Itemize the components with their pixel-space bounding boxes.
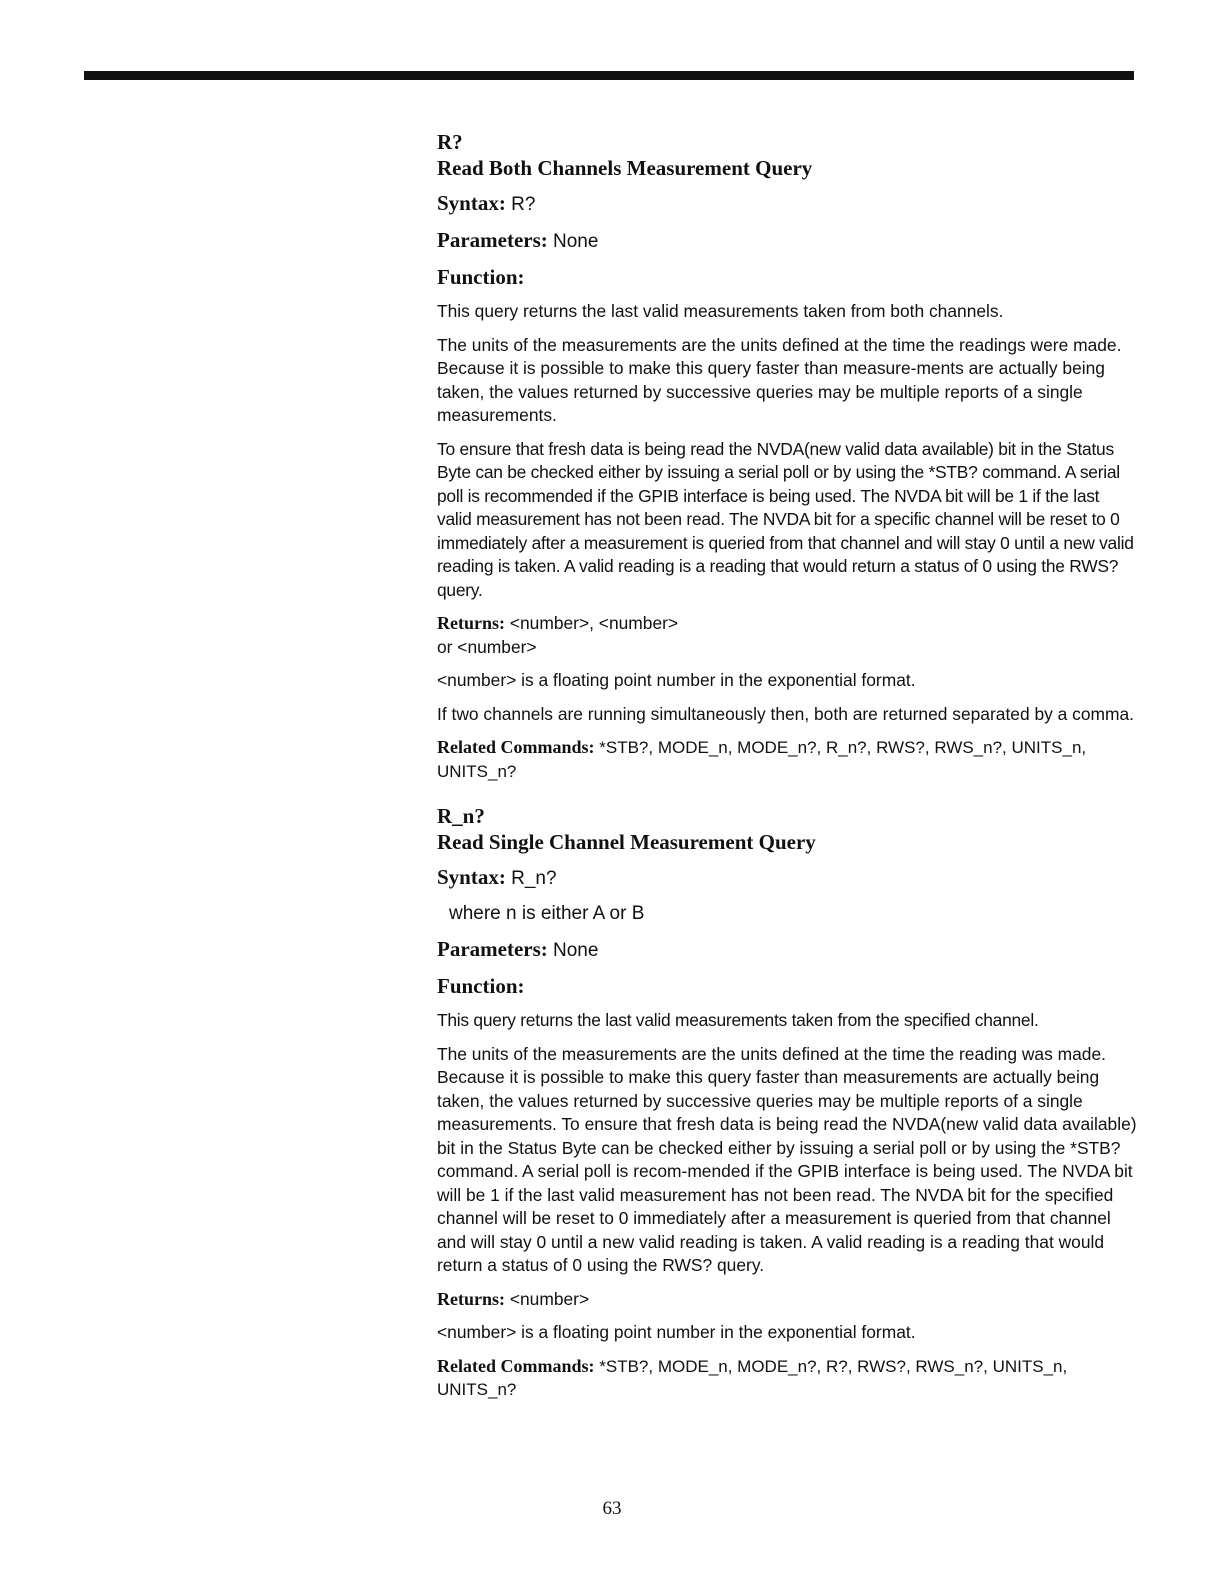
function-paragraph: The units of the measurements are the units defined at the time the readings were made. Because it is possible to make this query faster than measure-ments are actually being taken, the values returned by successive queries may be multiple reports of a single measurements. bbox=[437, 334, 1122, 425]
syntax-where-note: where n is either A or B bbox=[449, 903, 645, 924]
syntax-row bbox=[437, 864, 1137, 892]
command-title: Read Single Channel Measurement Query bbox=[437, 830, 816, 854]
section-gap bbox=[437, 783, 1137, 803]
command-name: R_n? bbox=[437, 804, 485, 828]
returns-value: <number> bbox=[509, 1288, 590, 1309]
function-paragraph: The units of the measurements are the units defined at the time the reading was made. Because it is possible to make this query faster than measurements are actually being taken, the values returned by successive queries may be multiple reports of a single measurements. To ensure that fresh data is being read the NVDA(new valid data available) bit in the Status Byte can be checked either by issuing a serial poll or by using the *STB? command. A serial poll is recom-mended if the GPIB interface is being used. The NVDA bit will be 1 if the last valid measurement has not been read. The NVDA bit for the specified channel will be reset to 0 immediately after a measurement is queried from that channel and will stay 0 until a new valid reading is taken. A valid reading is a reading that would return a status of 0 using the RWS? query. bbox=[437, 1043, 1137, 1275]
related-commands bbox=[437, 736, 1137, 783]
function-paragraph: To ensure that fresh data is being read the NVDA(new valid data available) bit in the Status Byte can be checked either by issuing a serial poll or by using the *STB? command. A serial poll is recommended if the GPIB interface is being used. The NVDA bit will be 1 if the last valid measurement has not been read. The NVDA bit for a specific channel will be reset to 0 immediately after a measurement is queried from that channel and will stay 0 until a new valid reading is taken. A valid reading is a reading that would return a status of 0 using the RWS? query. bbox=[437, 438, 1134, 600]
returns-block bbox=[437, 612, 1137, 659]
parameters-label: Parameters: bbox=[437, 937, 548, 961]
page-content bbox=[437, 129, 1137, 1402]
command-section-r-query bbox=[437, 129, 1137, 783]
syntax-label: Syntax: bbox=[437, 865, 506, 889]
syntax-value: R? bbox=[511, 194, 536, 215]
related-commands-list: *STB?, MODE_n, MODE_n?, R?, RWS?, RWS_n?, UNITS_n, UNITS_n? bbox=[437, 1356, 1068, 1399]
command-name: R? bbox=[437, 130, 463, 154]
parameters-row bbox=[437, 936, 1137, 964]
syntax-label: Syntax: bbox=[437, 191, 506, 215]
parameters-row bbox=[437, 227, 1137, 255]
parameters-value: None bbox=[553, 231, 599, 252]
returns-label: Returns: bbox=[437, 1288, 505, 1309]
parameters-value: None bbox=[553, 940, 599, 961]
syntax-row bbox=[437, 190, 1137, 218]
related-commands-list: *STB?, MODE_n, MODE_n?, R_n?, RWS?, RWS_n?, UNITS_n, UNITS_n? bbox=[437, 738, 1087, 781]
returns-note: <number> is a floating point number in the exponential format. bbox=[437, 670, 916, 690]
returns-block bbox=[437, 1288, 1137, 1312]
top-rule bbox=[84, 71, 1134, 80]
returns-value-alt: or <number> bbox=[437, 636, 537, 657]
related-commands-label: Related Commands: bbox=[437, 1355, 595, 1376]
related-commands-label: Related Commands: bbox=[437, 737, 595, 757]
function-label: Function: bbox=[437, 974, 525, 998]
parameters-label: Parameters: bbox=[437, 228, 548, 252]
function-paragraph: This query returns the last valid measurements taken from both channels. bbox=[437, 301, 1004, 321]
command-section-r-n-query bbox=[437, 803, 1137, 1402]
returns-value: <number>, <number> bbox=[509, 613, 679, 633]
returns-label: Returns: bbox=[437, 613, 505, 633]
command-title: Read Both Channels Measurement Query bbox=[437, 156, 813, 180]
syntax-value: R_n? bbox=[511, 868, 557, 889]
function-row bbox=[437, 264, 1137, 290]
returns-note: If two channels are running simultaneously then, both are returned separated by a comma. bbox=[437, 703, 1134, 724]
returns-note: <number> is a floating point number in the exponential format. bbox=[437, 1322, 916, 1342]
function-row bbox=[437, 973, 1137, 999]
related-commands bbox=[437, 1355, 1137, 1402]
function-label: Function: bbox=[437, 265, 525, 289]
page-number: 63 bbox=[602, 1498, 622, 1519]
function-paragraph: This query returns the last valid measurements taken from the specified channel. bbox=[437, 1010, 1039, 1030]
